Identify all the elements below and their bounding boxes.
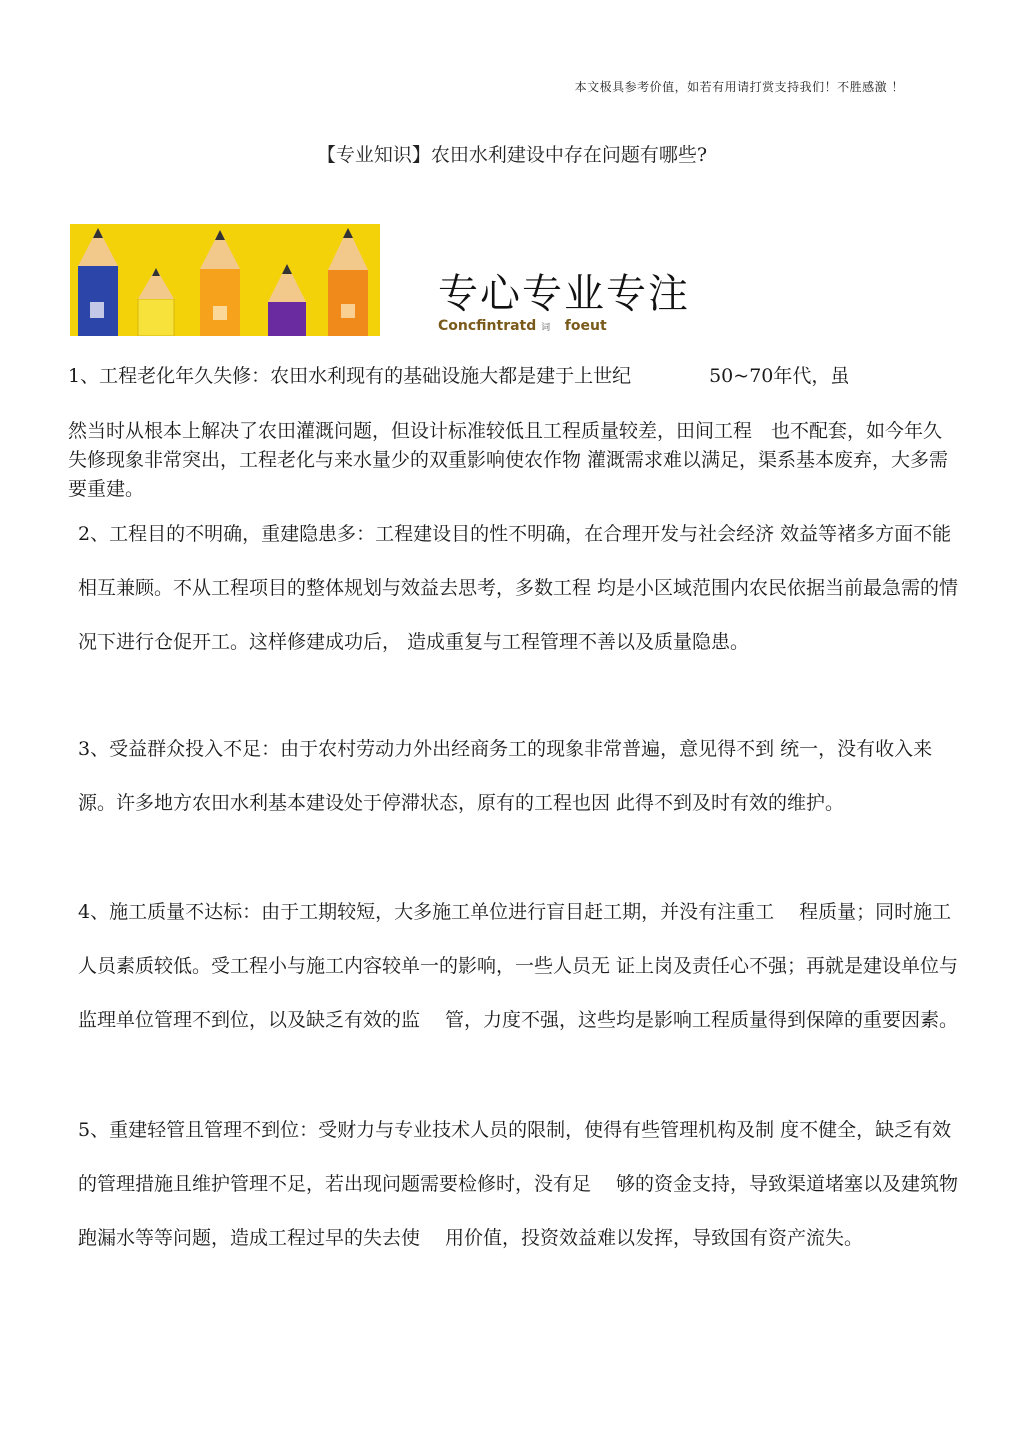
- paragraph-1-rest: 然当时从根本上解决了农田灌溉问题，但设计标准较低且工程质量较差，田间工程 也不配套，如今年久失修现象非常突出，工程老化与来水量少的双重影响使农作物 灌溉需求难以满足，渠系基本废弃，大多需要重建。: [68, 420, 949, 500]
- banner-slogan: 专心专业专注: [438, 271, 690, 317]
- banner-subtitle-mid: 词: [541, 323, 551, 333]
- paragraph-2: 2、工程目的不明确，重建隐患多：工程建设目的性不明确，在合理开发与社会经济 效益等褚多方面不能相互兼顾。不从工程项目的整体规划与效益去思考，多数工程 均是小区域范围内农民依据当前最急需的情况下进行仓促开工。这样修建成功后， 造成重复与工程管理不善以及质量隐患。: [78, 523, 959, 653]
- paragraph-1-first-line: [68, 362, 958, 391]
- banner-subtitle-b: foeut: [564, 318, 607, 334]
- paragraph-1: [68, 362, 958, 504]
- paragraph-4: 4、施工质量不达标：由于工期较短，大多施工单位进行盲目赶工期，并没有注重工 程质量；同时施工人员素质较低。受工程小与施工内容较单一的影响，一些人员无 证上岗及责任心不强；再就是建设单位与监理单位管理不到位，以及缺乏有效的监 管，力度不强，这些均是影响工程质量得到保障的重要因素。: [78, 901, 959, 1031]
- paragraph-3: 3、受益群众投入不足：由于农村劳动力外出经商务工的现象非常普遍，意见得不到 统一，没有收入来源。许多地方农田水利基本建设处于停滞状态，原有的工程也因 此得不到及时有效的维护。: [78, 738, 933, 814]
- pencils-banner-image: [70, 224, 380, 336]
- document-title: 【专业知识】农田水利建设中存在问题有哪些?: [316, 144, 708, 166]
- pencils-illustration: [70, 224, 380, 336]
- banner-subtitle-a: Concfintratd: [438, 318, 537, 334]
- paragraph-1-first-line-b: 50~70年代，虽: [709, 365, 850, 387]
- paragraph-5: 5、重建轻管且管理不到位：受财力与专业技术人员的限制，使得有些管理机构及制 度不健全，缺乏有效的管理措施且维护管理不足，若出现问题需要检修时，没有足 够的资金支持，导致渠道堵塞以及建筑物跑漏水等等问题，造成工程过早的失去使 用价值，投资效益难以发挥，导致国有资产流失。: [78, 1119, 959, 1249]
- header-note: 本文极具参考价值，如若有用请打赏支持我们！不胜感激 ！: [574, 80, 904, 94]
- banner-subtitle: [438, 318, 607, 334]
- paragraph-1-first-line-a: 1、工程老化年久失修：农田水利现有的基础设施大都是建于上世纪: [68, 365, 632, 387]
